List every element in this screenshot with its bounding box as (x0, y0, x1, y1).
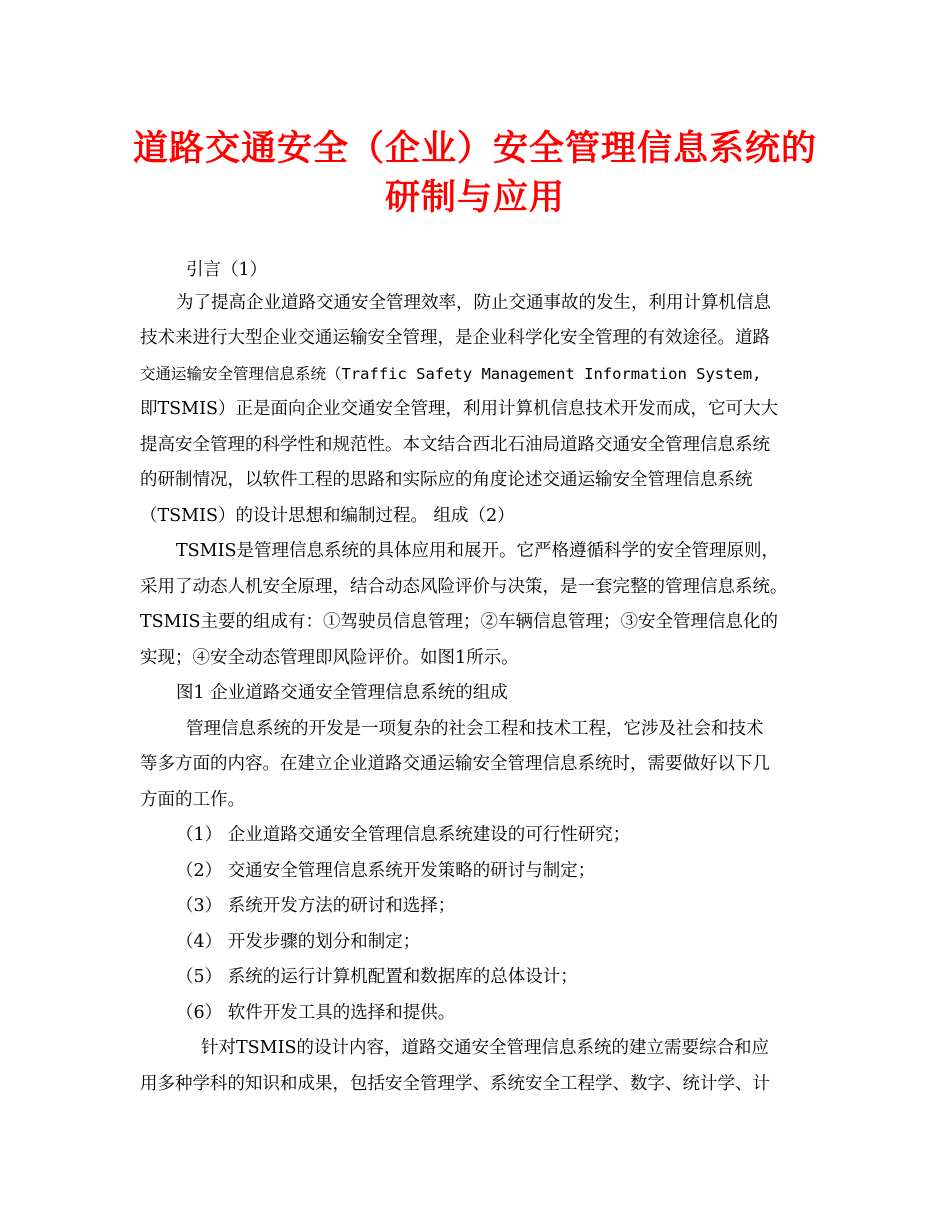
text-line-23: 针对TSMIS的设计内容，道路交通安全管理信息系统的建立需要综合和应 (201, 1038, 769, 1058)
text-line-12: 实现；④安全动态管理即风险评价。如图1所示。 (140, 648, 519, 668)
text-line-11: TSMIS主要的组成有：①驾驶员信息管理；②车辆信息管理；③安全管理信息化的 (140, 612, 778, 632)
list-item-4: （4） 开发步骤的划分和制定； (176, 932, 421, 952)
text-line-8: （TSMIS）的设计思想和编制过程。 组成（2） (140, 506, 515, 526)
list-item-2: （2） 交通安全管理信息系统开发策略的研讨与制定； (176, 861, 596, 881)
text-line-1: 引言（1） (186, 260, 268, 280)
list-item-1: （1） 企业道路交通安全管理信息系统建设的可行性研究； (176, 825, 631, 845)
text-line-4: 交通运输安全管理信息系统（Traffic Safety Management Information System, (140, 365, 762, 383)
document-title-line-1: 道路交通安全（企业）安全管理信息系统的 (132, 128, 817, 169)
text-line-9: TSMIS是管理信息系统的具体应用和展开。它严格遵循科学的安全管理原则， (176, 541, 779, 561)
text-line-14: 管理信息系统的开发是一项复杂的社会工程和技术工程，它涉及社会和技术 (186, 719, 764, 739)
text-line-5: 即TSMIS）正是面向企业交通安全管理，利用计算机信息技术开发而成，它可大大 (140, 399, 778, 419)
list-item-3: （3） 系统开发方法的研讨和选择； (176, 896, 456, 916)
text-line-24: 用多种学科的知识和成果，包括安全管理学、系统安全工程学、数字、统计学、计 (140, 1074, 770, 1094)
figure-caption: 图1 企业道路交通安全管理信息系统的组成 (176, 683, 508, 703)
text-line-6: 提高安全管理的科学性和规范性。本文结合西北石油局道路交通安全管理信息系统 (140, 435, 770, 455)
text-line-15: 等多方面的内容。在建立企业道路交通运输安全管理信息系统时，需要做好以下几 (140, 754, 770, 774)
list-item-5: （5） 系统的运行计算机配置和数据库的总体设计； (176, 967, 578, 987)
text-line-16: 方面的工作。 (140, 790, 245, 810)
text-line-3: 技术来进行大型企业交通运输安全管理，是企业科学化安全管理的有效途径。道路 (140, 328, 770, 348)
text-line-2: 为了提高企业道路交通安全管理效率，防止交通事故的发生，利用计算机信息 (176, 293, 771, 313)
list-item-6: （6） 软件开发工具的选择和提供。 (176, 1003, 456, 1023)
text-line-10: 采用了动态人机安全原理，结合动态风险评价与决策，是一套完整的管理信息系统。 (140, 577, 788, 597)
text-line-7: 的研制情况，以软件工程的思路和实际应的角度论述交通运输安全管理信息系统 (140, 470, 753, 490)
document-title-line-2: 研制与应用 (384, 177, 565, 218)
